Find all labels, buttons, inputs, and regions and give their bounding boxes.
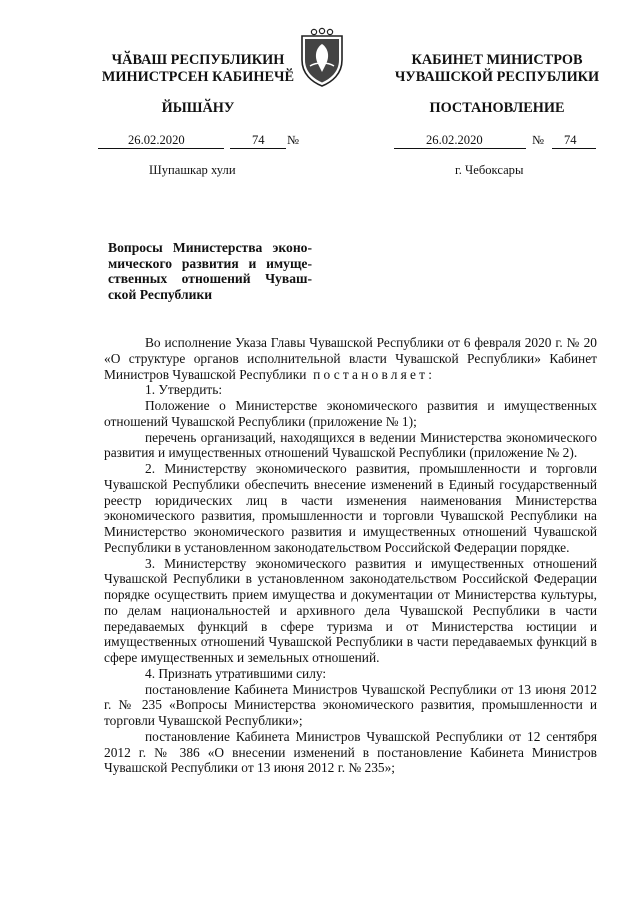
body-p1-item2: перечень организаций, находящихся в ведении Министерства экономического развития и имущественных отношений Чувашской Республики (приложение № 2). bbox=[104, 429, 597, 461]
subject-line1: Вопросы Министерства эконо- bbox=[108, 240, 312, 255]
subject-line2: мического развития и имуще- bbox=[108, 255, 312, 271]
right-org-line2: ЧУВАШСКОЙ РЕСПУБЛИКИ bbox=[394, 69, 600, 85]
body-p3: 3. Министерству экономического развития и имущественных отношений Чувашской Республики в установленном законодательством Российской Федерации порядке осуществить прием имущества и документации от Министерства культуры, по делам национальностей и архивного дела Чувашской Республики в части передаваемых функций в сфере туризма и от Министерства юстиции и имущественных отношений Чувашской Республики в части передаваемых функций в сфере имущественных и земельных отношений. bbox=[104, 555, 597, 665]
left-city: Шупашкар хули bbox=[149, 163, 236, 177]
right-number-sign: № bbox=[532, 133, 545, 147]
left-org-line2: МИНИСТРСЕН КАБИНЕЧӖ bbox=[101, 69, 295, 85]
left-date-field bbox=[98, 133, 224, 149]
left-number-sign: № bbox=[287, 133, 300, 147]
body-p4-item2: постановление Кабинета Министров Чувашской Республики от 12 сентября 2012 г. № 386 «О внесении изменений в постановление Кабинета Министров Чувашской Республики от 13 июня 2012 г. № 235»; bbox=[104, 728, 597, 776]
body-intro-text: Во исполнение Указа Главы Чувашской Республики от 6 февраля 2020 г. № 20 «О структуре органов исполнительной власти Чувашской Республики» Кабинет Министров Чувашской Республики bbox=[104, 335, 597, 382]
document-body bbox=[104, 335, 597, 776]
right-city: г. Чебоксары bbox=[455, 163, 524, 177]
subject-line4: ской Республики bbox=[108, 286, 213, 302]
body-p4: 4. Признать утратившими силу: bbox=[145, 665, 327, 681]
right-number: 74 bbox=[564, 133, 577, 147]
body-intro-spaced: постановляет: bbox=[313, 366, 436, 382]
left-date: 26.02.2020 bbox=[128, 133, 185, 147]
body-intro bbox=[104, 335, 597, 382]
right-doc-type: ПОСТАНОВЛЕНИЕ bbox=[429, 100, 565, 116]
body-p4-item1: постановление Кабинета Министров Чувашской Республики от 13 июня 2012 г. № 235 «Вопросы Министерства экономического развития, промышленности и торговли Чувашской Республики»; bbox=[104, 681, 597, 728]
left-doc-type: ЙЫШӐНУ bbox=[161, 100, 235, 116]
right-date: 26.02.2020 bbox=[426, 133, 483, 147]
right-org-line1: КАБИНЕТ МИНИСТРОВ bbox=[411, 52, 583, 68]
right-org-name bbox=[392, 52, 602, 86]
left-number: 74 bbox=[252, 133, 265, 147]
left-number-field bbox=[230, 133, 286, 149]
left-org-line1: ЧӐВАШ РЕСПУБЛИКИН bbox=[111, 52, 285, 68]
body-p2: 2. Министерству экономического развития, промышленности и торговли Чувашской Республики обеспечить внесение изменений в Единый государственный реестр юридических лиц в части изменения наименования Министерства экономического развития, промышленности и торговли Чувашской Республики на Министерство экономического развития и имущественных отношений Чувашской Республики в установленном законодательством Российской Федерации порядке. bbox=[104, 461, 597, 555]
right-number-field bbox=[552, 133, 596, 149]
document-subject bbox=[108, 240, 312, 302]
subject-line3: ственных отношений Чуваш- bbox=[108, 271, 312, 287]
right-date-field bbox=[394, 133, 526, 149]
left-org-name bbox=[98, 52, 298, 86]
emblem-icon bbox=[296, 26, 348, 88]
body-p1: 1. Утвердить: bbox=[145, 382, 223, 398]
body-p1-item1: Положение о Министерстве экономического развития и имущественных отношений Чувашской Республики (приложение № 1); bbox=[104, 398, 597, 429]
